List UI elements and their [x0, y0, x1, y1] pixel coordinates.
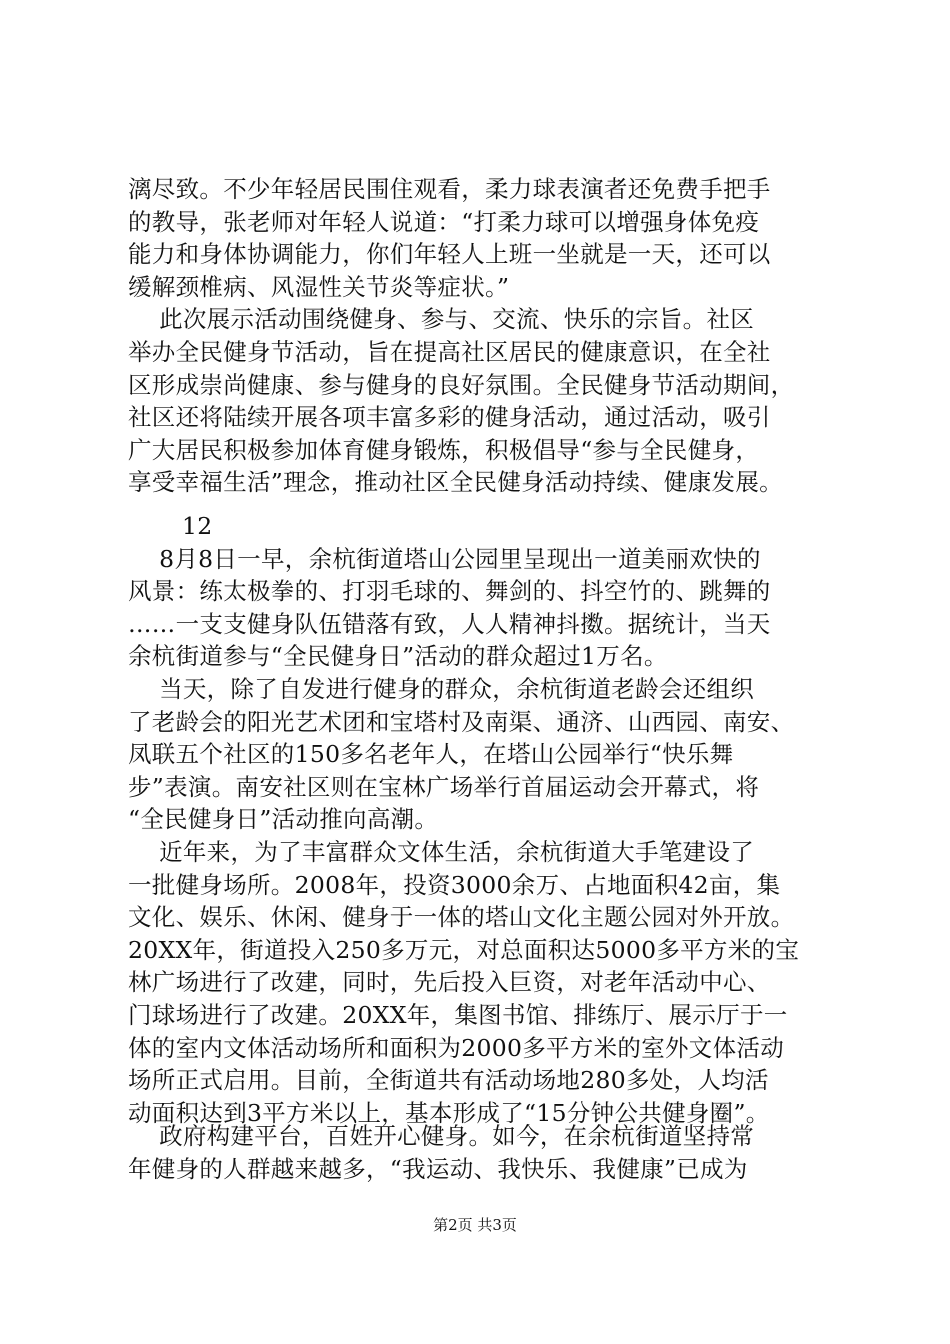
text-line: 能力和身体协调能力，你们年轻人上班一坐就是一天，还可以: [128, 240, 771, 269]
body-text-middle: [128, 510, 838, 1129]
text-line: 8月8日一早，余杭街道塔山公园里呈现出一道美丽欢快的: [128, 544, 761, 573]
section-number: 12: [182, 512, 213, 540]
text-line: 了老龄会的阳光艺术团和宝塔村及南渠、通济、山西园、南安、: [128, 707, 795, 736]
text-line: 此次展示活动围绕健身、参与、交流、快乐的宗旨。社区: [128, 305, 755, 334]
text-line: “全民健身日”活动推向高潮。: [128, 805, 439, 834]
text-line: 动面积达到3平方米以上，基本形成了“15分钟公共健身圈”。: [128, 1098, 770, 1127]
text-line: 凤联五个社区的150多名老年人，在塔山公园举行“快乐舞: [128, 740, 734, 769]
text-line: 风景：练太极拳的、打羽毛球的、舞剑的、抖空竹的、跳舞的: [128, 577, 771, 606]
text-line: 文化、娱乐、休闲、健身于一体的塔山文化主题公园对外开放。: [128, 903, 795, 932]
text-line: 余杭街道参与“全民健身日”活动的群众超过1万名。: [128, 642, 668, 671]
text-line: 缓解颈椎病、风湿性关节炎等症状。”: [128, 272, 510, 301]
text-line: 广大居民积极参加体育健身锻炼，积极倡导“参与全民健身，: [128, 435, 760, 464]
text-line: 社区还将陆续开展各项丰富多彩的健身活动，通过活动，吸引: [128, 403, 771, 432]
text-line: ……一支支健身队伍错落有致，人人精神抖擞。据统计，当天: [128, 609, 771, 638]
page-footer: [0, 1215, 950, 1235]
text-line: 门球场进行了改建。20XX年，集图书馆、排练厅、展示厅于一: [128, 1000, 788, 1029]
text-line: 政府构建平台，百姓开心健身。如今，在余杭街道坚持常: [128, 1122, 755, 1150]
text-line: 20XX年，街道投入250多万元，对总面积达5000多平方米的宝: [128, 935, 800, 964]
text-line: 近年来，为了丰富群众文体生活，余杭街道大手笔建设了: [128, 837, 755, 866]
text-line: 体的室内文体活动场所和面积为2000多平方米的室外文体活动: [128, 1033, 785, 1062]
text-line: 享受幸福生活”理念，推动社区全民健身活动持续、健康发展。: [128, 468, 783, 497]
text-line: 举办全民健身节活动，旨在提高社区居民的健康意识，在全社: [128, 337, 771, 366]
text-line: 年健身的人群越来越多，“我运动、我快乐、我健康”已成为: [128, 1154, 748, 1183]
text-line: 漓尽致。不少年轻居民围住观看，柔力球表演者还免费手把手: [128, 175, 771, 203]
body-text-top: [128, 173, 838, 499]
text-line: 场所正式启用。目前，全街道共有活动场地280多处，人均活: [128, 1066, 769, 1095]
body-text-bottom: [128, 1120, 838, 1185]
page-number-label: 第2页 共3页: [433, 1216, 517, 1234]
text-line: 林广场进行了改建，同时，先后投入巨资，对老年活动中心、: [128, 968, 771, 997]
text-line: 的教导，张老师对年轻人说道：“打柔力球可以增强身体免疫: [128, 207, 760, 236]
text-line: 一批健身场所。2008年，投资3000余万、占地面积42亩，集: [128, 870, 781, 899]
text-line: 区形成崇尚健康、参与健身的良好氛围。全民健身节活动期间，: [128, 370, 795, 399]
text-line: 当天，除了自发进行健身的群众，余杭街道老龄会还组织: [128, 674, 755, 703]
text-line: 步”表演。南安社区则在宝林广场举行首届运动会开幕式，将: [128, 772, 760, 801]
